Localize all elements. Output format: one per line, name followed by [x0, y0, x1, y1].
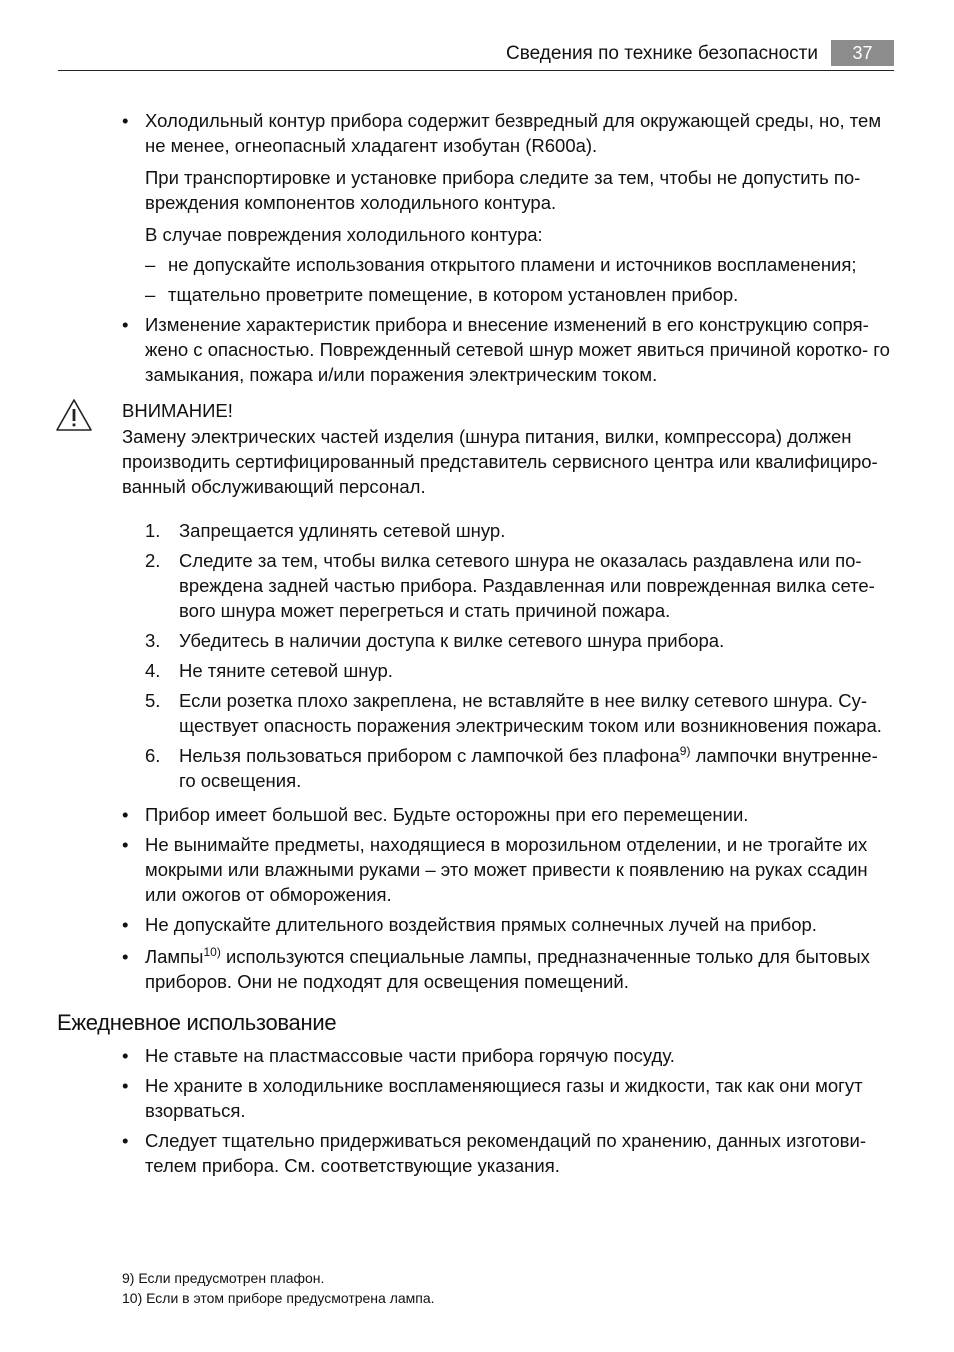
- list-item-text: Следите за тем, чтобы вилка сетевого шнура не оказалась раздавлена или по- вреждена задней частью прибора. Раздавленная или поврежденная вилка сете- вого шнура может перегреться и стать причиной пожара.: [179, 550, 875, 621]
- list-item: [122, 832, 897, 907]
- list-item-text: Не тяните сетевой шнур.: [179, 660, 393, 681]
- paragraph: При транспортировке и установке прибора следите за тем, чтобы не допустить по- вреждения компонентов холодильного контура.: [145, 167, 861, 213]
- warning-triangle-icon: [55, 398, 93, 432]
- numbered-item: [145, 688, 897, 738]
- text-before: Нельзя пользоваться прибором с лампочкой без плафона: [179, 745, 680, 766]
- list-item-text: тщательно проветрите помещение, в котором установлен прибор.: [168, 284, 739, 305]
- number-marker: 1.: [145, 520, 161, 541]
- footnote-ref: 10): [203, 945, 221, 959]
- dash-marker: –: [145, 284, 156, 305]
- list-item-text: Если розетка плохо закреплена, не вставляйте в нее вилку сетевого шнура. Су- ществует опасность поражения электрическим током или возникновения пожара.: [179, 690, 882, 736]
- text-after: используются специальные лампы, предназначенные только для бытовых приборов. Они не подходят для освещения помещений.: [145, 946, 870, 992]
- list-item: [145, 282, 897, 307]
- numbered-item: [145, 658, 897, 683]
- list-item-text: Не храните в холодильнике воспламеняющиеся газы и жидкости, так как они могут взорваться.: [145, 1075, 863, 1121]
- bullet-marker: •: [122, 1075, 129, 1096]
- list-item: [122, 1073, 897, 1123]
- list-item: [122, 944, 897, 994]
- bullet-marker: •: [122, 914, 129, 935]
- number-marker: 5.: [145, 690, 161, 711]
- page-header: [58, 40, 894, 71]
- paragraph: В случае повреждения холодильного контура:: [145, 224, 543, 245]
- list-item-text: не допускайте использования открытого пламени и источников воспламенения;: [168, 254, 857, 275]
- list-item-text: Прибор имеет большой вес. Будьте осторожны при его перемещении.: [145, 804, 749, 825]
- numbered-item: [145, 548, 897, 623]
- list-item-text: [179, 743, 897, 793]
- list-item: [122, 802, 897, 827]
- list-item-text: Следует тщательно придерживаться рекомендаций по хранению, данных изготови- телем прибора. См. соответствующие указания.: [145, 1130, 866, 1176]
- list-item-text: Не вынимайте предметы, находящиеся в морозильном отделении, и не трогайте их мокрыми или влажными руками – это может привести к появлению на руках ссадин или ожогов от обморожения.: [145, 834, 868, 905]
- list-item-text: Не допускайте длительного воздействия прямых солнечных лучей на прибор.: [145, 914, 817, 935]
- numbered-item: [145, 743, 897, 793]
- bullet-marker: •: [122, 834, 129, 855]
- list-item: [122, 1043, 897, 1068]
- numbered-item: [145, 518, 897, 543]
- number-marker: 2.: [145, 550, 161, 571]
- list-item-text: Запрещается удлинять сетевой шнур.: [179, 520, 506, 541]
- header-divider: [58, 70, 894, 71]
- list-item-text: Не ставьте на пластмассовые части прибора горячую посуду.: [145, 1045, 675, 1066]
- bullet-marker: •: [122, 946, 129, 967]
- list-item: [122, 108, 897, 158]
- list-item-text: Изменение характеристик прибора и внесение изменений в его конструкцию сопря- жено с опасностью. Поврежденный сетевой шнур может явиться причиной коротко- го замыкания, пожара и/или поражения электрическим током.: [145, 314, 890, 385]
- footnote-ref: 9): [679, 744, 691, 758]
- text-after: лампочки внутренне- го освещения.: [179, 745, 878, 791]
- list-item-text: Убедитесь в наличии доступа к вилке сетевого шнура прибора.: [179, 630, 725, 651]
- bullet-marker: •: [122, 1045, 129, 1066]
- list-item: [122, 1128, 897, 1178]
- number-marker: 6.: [145, 745, 161, 766]
- warning-text: Замену электрических частей изделия (шнура питания, вилки, компрессора) должен производить сертифицированный представитель сервисного центра или квалифициро- ванный обслуживающий персонал.: [122, 426, 878, 497]
- list-item-text: Холодильный контур прибора содержит безвредный для окружающей среды, но, тем не менее, огнеопасный хладагент изобутан (R600a).: [145, 110, 882, 156]
- footnote: 10) Если в этом приборе предусмотрена лампа.: [122, 1290, 435, 1306]
- dash-marker: –: [145, 254, 156, 275]
- warning-title: ВНИМАНИЕ!: [122, 400, 233, 421]
- bullet-marker: •: [122, 1130, 129, 1151]
- list-item: [122, 312, 897, 387]
- text-before: Лампы: [145, 946, 204, 967]
- section-heading: Ежедневное использование: [57, 1010, 337, 1035]
- footnote: 9) Если предусмотрен плафон.: [122, 1270, 325, 1286]
- number-marker: 3.: [145, 630, 161, 651]
- bullet-marker: •: [122, 804, 129, 825]
- bullet-marker: •: [122, 110, 129, 131]
- list-item: [122, 912, 897, 937]
- bullet-marker: •: [122, 314, 129, 335]
- header-title: Сведения по технике безопасности: [506, 43, 818, 64]
- page-number: 37: [831, 40, 894, 66]
- list-item: [145, 252, 897, 277]
- number-marker: 4.: [145, 660, 161, 681]
- numbered-item: [145, 628, 897, 653]
- list-item-text: [145, 944, 897, 994]
